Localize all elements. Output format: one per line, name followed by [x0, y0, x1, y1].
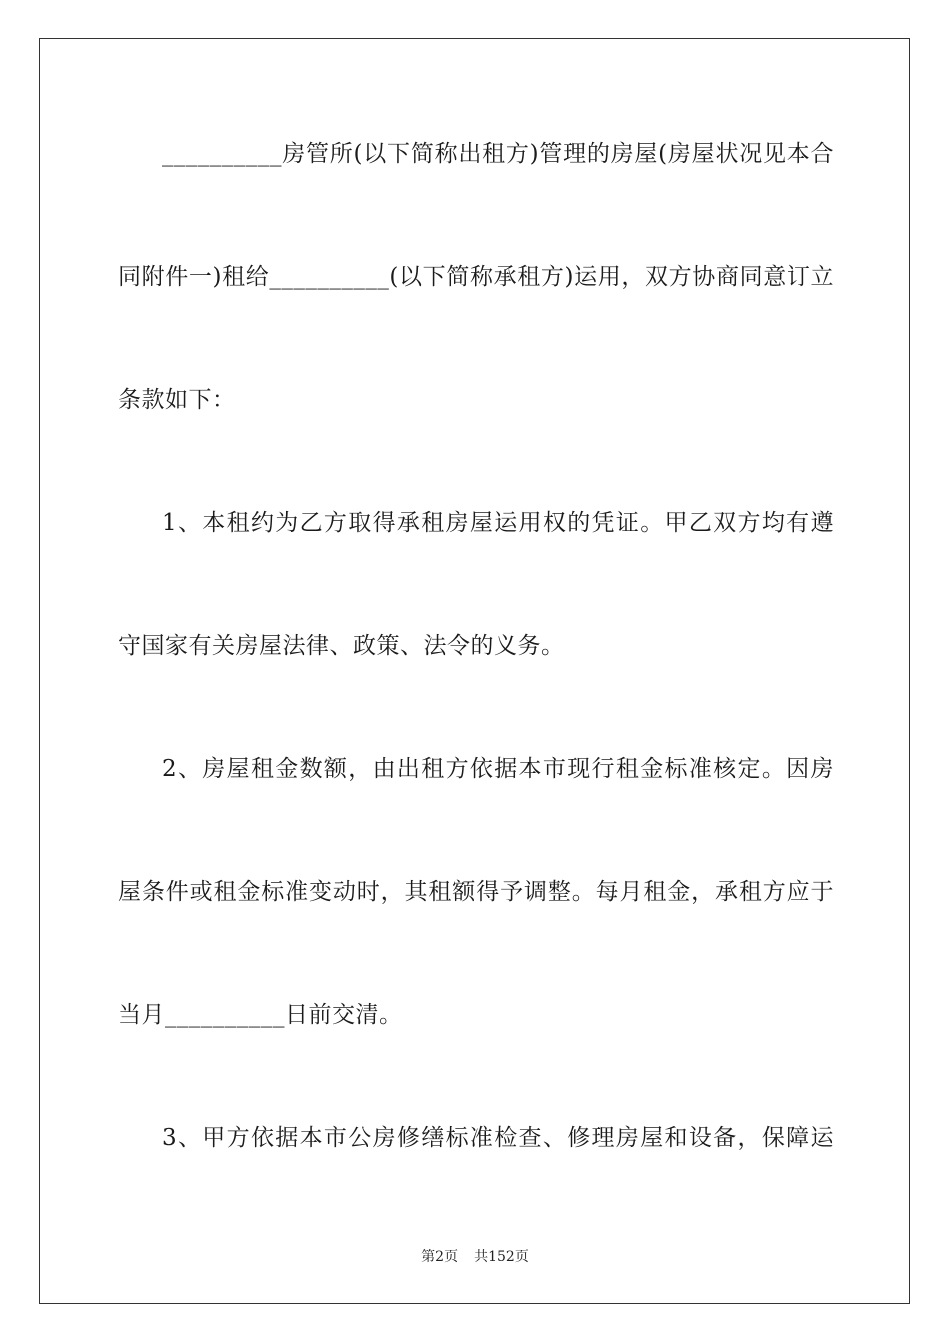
paragraph-line-3: 条款如下： [118, 387, 236, 413]
clause-3-line-1: 3、甲方依据本市公房修缮标准检查、修理房屋和设备，保障运 [162, 1125, 834, 1151]
clause-1-line-1: 1、本租约为乙方取得承租房屋运用权的凭证。甲乙双方均有遵 [162, 510, 834, 536]
page-number: 第2页 [421, 1249, 459, 1265]
paragraph-line-2: 同附件一)租给__________(以下简称承租方)运用，双方协商同意订立 [118, 264, 834, 290]
clause-2-line-3: 当月__________日前交清。 [118, 1002, 403, 1028]
paragraph-line-1: __________房管所(以下简称出租方)管理的房屋(房屋状况见本合 [162, 141, 834, 167]
page-total: 共152页 [474, 1249, 529, 1265]
page-border [39, 38, 910, 1304]
page-footer [0, 1248, 950, 1266]
clause-2-line-1: 2、房屋租金数额，由出租方依据本市现行租金标准核定。因房 [162, 756, 834, 782]
clause-2-line-2: 屋条件或租金标准变动时，其租额得予调整。每月租金，承租方应于 [118, 879, 834, 905]
clause-1-line-2: 守国家有关房屋法律、政策、法令的义务。 [118, 633, 565, 659]
